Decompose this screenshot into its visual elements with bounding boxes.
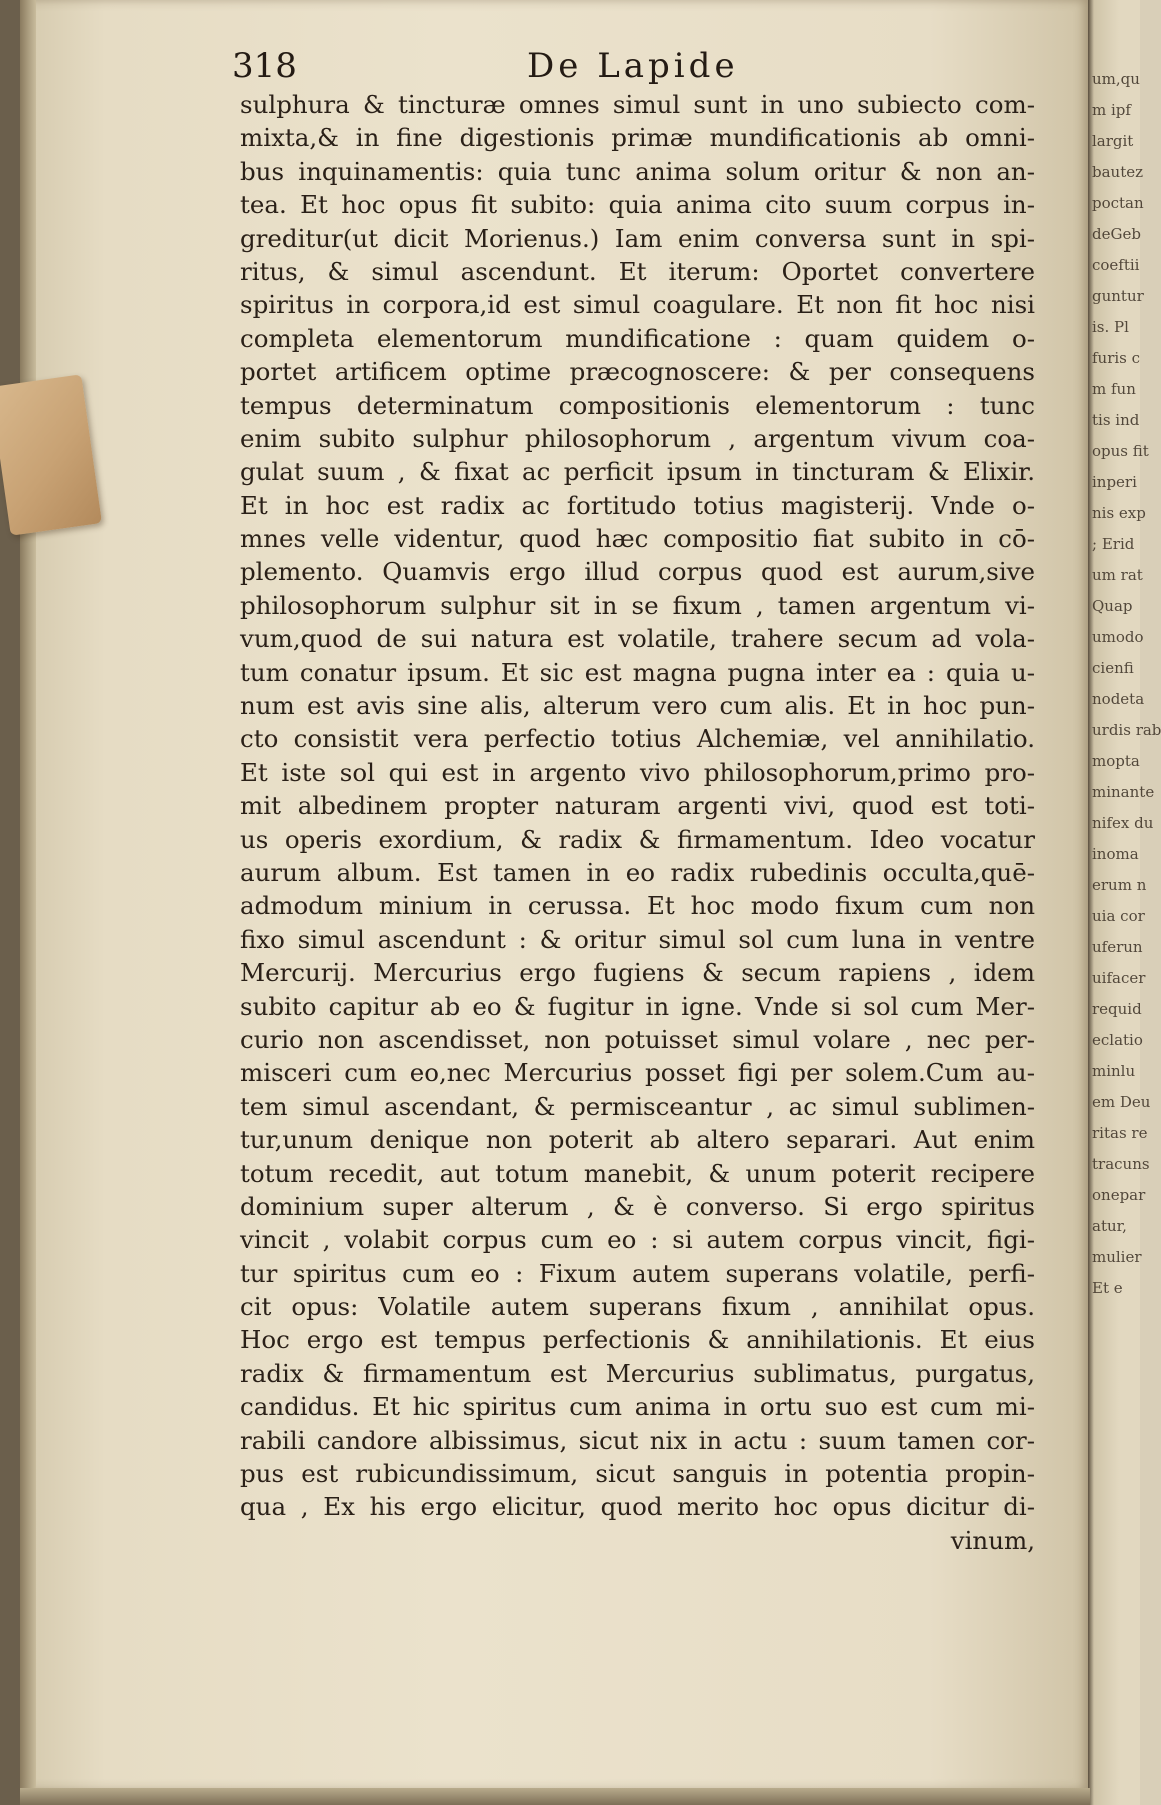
facing-page-fragment: largit	[1092, 132, 1134, 150]
facing-page-fragment: mopta	[1092, 752, 1140, 770]
facing-page-fragment: um,qu	[1092, 70, 1140, 88]
facing-page-fragment: um rat	[1092, 566, 1143, 584]
text-line: dominium super alterum , & è converso. Si ergo spiritus	[240, 1191, 1035, 1221]
facing-page-fragment: ; Erid	[1092, 535, 1135, 553]
running-head: De Lapide	[527, 46, 739, 86]
text-line: tea. Et hoc opus fit subito: quia anima cito suum corpus in-	[240, 190, 1035, 220]
text-line: spiritus in corpora,id est simul coagulare. Et non fit hoc nisi	[240, 290, 1035, 320]
facing-page-fragment: nis exp	[1092, 504, 1146, 522]
text-line: qua , Ex his ergo elicitur, quod merito hoc opus dicitur di-	[240, 1492, 1035, 1522]
text-line: tum conatur ipsum. Et sic est magna pugna inter ea : quia u-	[240, 657, 1035, 687]
facing-page-fragment: uferun	[1092, 938, 1143, 956]
facing-page-fragment: requid	[1092, 1000, 1142, 1018]
facing-page-fragment: opus fit	[1092, 442, 1149, 460]
text-line: pus est rubicundissimum, sicut sanguis in potentia propin-	[240, 1459, 1035, 1489]
text-line: ritus, & simul ascendunt. Et iterum: Oportet convertere	[240, 256, 1035, 286]
facing-page-fragment: bautez	[1092, 163, 1144, 181]
text-line: completa elementorum mundificatione : quam quidem o-	[240, 323, 1035, 353]
facing-page-fragment: poctan	[1092, 194, 1144, 212]
text-line: sulphura & tincturæ omnes simul sunt in uno subiecto com-	[240, 90, 1035, 119]
facing-page-fragment: urdis rab	[1092, 721, 1161, 739]
facing-page-fragment: tis ind	[1092, 411, 1140, 429]
text-line: vincit , volabit corpus cum eo : si autem corpus vincit, figi-	[240, 1225, 1035, 1255]
facing-page-fragment: uifacer	[1092, 969, 1146, 987]
text-line: aurum album. Est tamen in eo radix rubedinis occulta,quē-	[240, 857, 1035, 887]
facing-page-fragment: deGeb	[1092, 225, 1141, 243]
facing-page-fragment: Quap	[1092, 597, 1133, 615]
text-line: fixo simul ascendunt : & oritur simul sol cum luna in ventre	[240, 924, 1035, 954]
page-number: 318	[232, 46, 297, 86]
text-line: cto consistit vera perfectio totius Alchemiæ, vel annihilatio.	[240, 724, 1035, 754]
facing-page-fragment: tracuns	[1092, 1155, 1150, 1173]
text-line: Hoc ergo est tempus perfectionis & annihilationis. Et eius	[240, 1325, 1035, 1355]
text-line: plemento. Quamvis ergo illud corpus quod est aurum,sive	[240, 557, 1035, 587]
page-bottom-edge	[20, 1788, 1090, 1805]
facing-page-fragment: ritas re	[1092, 1124, 1148, 1142]
facing-page-fragment: eclatio	[1092, 1031, 1143, 1049]
facing-page-fragment: nifex du	[1092, 814, 1154, 832]
facing-page-fragment: minante	[1092, 783, 1155, 801]
text-line: mnes velle videntur, quod hæc compositio fiat subito in cō-	[240, 524, 1035, 554]
text-line: philosophorum sulphur sit in se fixum , tamen argentum vi-	[240, 590, 1035, 620]
text-line: enim subito sulphur philosophorum , argentum vivum coa-	[240, 423, 1035, 453]
body-text	[240, 88, 1035, 1557]
facing-page-fragment: umodo	[1092, 628, 1144, 646]
text-line: portet artificem optime præcognoscere: & per consequens	[240, 357, 1035, 387]
facing-page-fragment: inperi	[1092, 473, 1137, 491]
facing-page-edge	[1088, 0, 1161, 1805]
facing-page-fragment: m fun	[1092, 380, 1136, 398]
text-line: misceri cum eo,nec Mercurius posset figi per solem.Cum au-	[240, 1058, 1035, 1088]
facing-page-fragment: minlu	[1092, 1062, 1136, 1080]
text-line: Mercurij. Mercurius ergo fugiens & secum rapiens , idem	[240, 958, 1035, 988]
text-line: num est avis sine alis, alterum vero cum alis. Et in hoc pun-	[240, 691, 1035, 721]
facing-page-fragment: is. Pl	[1092, 318, 1129, 336]
text-line: candidus. Et hic spiritus cum anima in ortu suo est cum mi-	[240, 1392, 1035, 1422]
facing-page-fragment: erum n	[1092, 876, 1147, 894]
text-line: us operis exordium, & radix & firmamentum. Ideo vocatur	[240, 824, 1035, 854]
facing-page-fragment: Et e	[1092, 1279, 1123, 1297]
text-line: cit opus: Volatile autem superans fixum , annihilat opus.	[240, 1292, 1035, 1322]
text-line: gulat suum , & fixat ac perficit ipsum in tincturam & Elixir.	[240, 457, 1035, 487]
facing-page-fragment: uia cor	[1092, 907, 1145, 925]
facing-page-fragment: atur,	[1092, 1217, 1127, 1235]
text-line: tur,unum denique non poterit ab altero separari. Aut enim	[240, 1125, 1035, 1155]
facing-page-fragment: inoma	[1092, 845, 1139, 863]
text-line: Et in hoc est radix ac fortitudo totius magisterij. Vnde o-	[240, 490, 1035, 520]
text-line: greditur(ut dicit Morienus.) Iam enim conversa sunt in spi-	[240, 223, 1035, 253]
facing-page-fragment: em Deu	[1092, 1093, 1151, 1111]
text-line: curio non ascendisset, non potuisset simul volare , nec per-	[240, 1024, 1035, 1054]
page-binding	[20, 0, 36, 1790]
facing-page-fragment: nodeta	[1092, 690, 1145, 708]
text-line: totum recedit, aut totum manebit, & unum poterit recipere	[240, 1158, 1035, 1188]
facing-page-fragment: m ipf	[1092, 101, 1131, 119]
text-line: tempus determinatum compositionis elementorum : tunc	[240, 390, 1035, 420]
text-line: bus inquinamentis: quia tunc anima solum oritur & non an-	[240, 156, 1035, 186]
facing-page-fragment: cienfi	[1092, 659, 1134, 677]
text-line: tem simul ascendant, & permisceantur , ac simul sublimen-	[240, 1091, 1035, 1121]
text-line: subito capitur ab eo & fugitur in igne. Vnde si sol cum Mer-	[240, 991, 1035, 1021]
facing-page-fragment: mulier	[1092, 1248, 1142, 1266]
facing-page-fragment: guntur	[1092, 287, 1144, 305]
text-line: vinum,	[950, 1525, 1035, 1555]
text-line: Et iste sol qui est in argento vivo philosophorum,primo pro-	[240, 757, 1035, 787]
facing-page-fragment: onepar	[1092, 1186, 1146, 1204]
text-line: mixta,& in fine digestionis primæ mundificationis ab omni-	[240, 123, 1035, 153]
text-line: tur spiritus cum eo : Fixum autem superans volatile, perfi-	[240, 1258, 1035, 1288]
text-line: vum,quod de sui natura est volatile, trahere secum ad vola-	[240, 624, 1035, 654]
text-line: admodum minium in cerussa. Et hoc modo fixum cum non	[240, 891, 1035, 921]
text-line: radix & firmamentum est Mercurius sublimatus, purgatus,	[240, 1358, 1035, 1388]
text-line: mit albedinem propter naturam argenti vivi, quod est toti-	[240, 791, 1035, 821]
facing-page-fragment: furis c	[1092, 349, 1141, 367]
facing-page-fragment: coeftii	[1092, 256, 1140, 274]
text-line: rabili candore albissimus, sicut nix in actu : suum tamen cor-	[240, 1425, 1035, 1455]
